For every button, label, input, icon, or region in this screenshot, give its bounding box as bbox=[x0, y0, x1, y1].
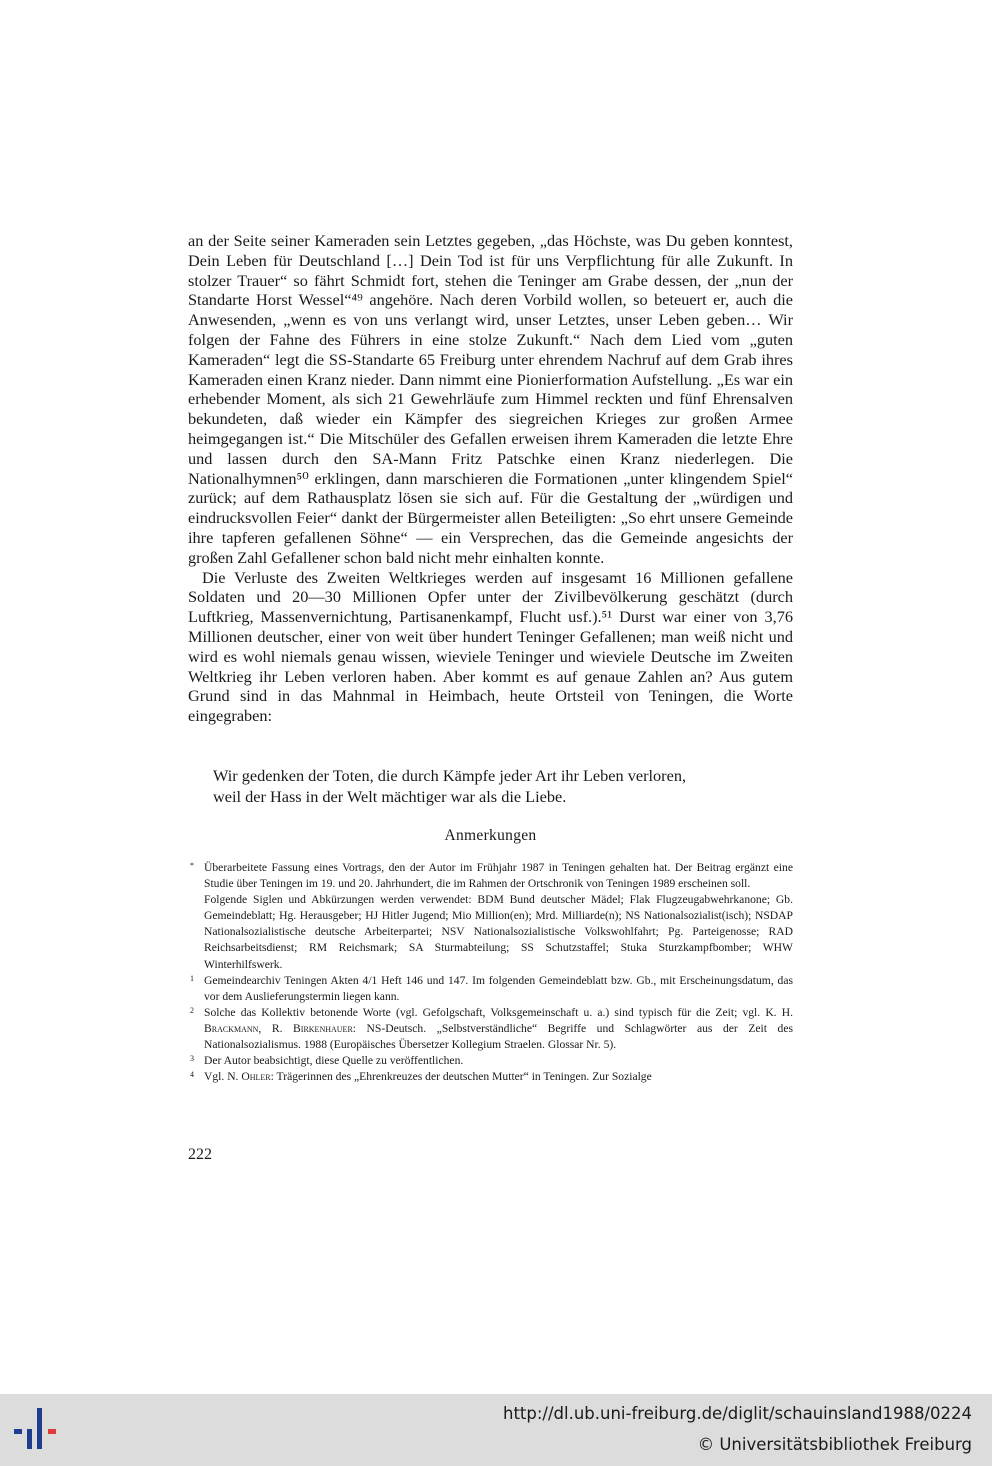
footnote-text-b: : Trägerinnen des „Ehrenkreuzes der deutschen Mutter“ in Teningen. Zur Sozialge bbox=[270, 1070, 652, 1084]
permalink-url[interactable]: http://dl.ub.uni-freiburg.de/diglit/schauinsland1988/0224 bbox=[502, 1404, 972, 1423]
footnote-marker: * bbox=[190, 861, 194, 870]
footnote-text: Der Autor beabsichtigt, diese Quelle zu veröffentlichen. bbox=[204, 1054, 464, 1068]
body-paragraph-1: an der Seite seiner Kameraden sein Letztes gegeben, „das Höchste, was Du geben konntest, Dein Leben für Deutschland […] Dein Tod ist für uns Verpflichtung für alle Zukunft. In stolzer Trauer“ so fährt Schmidt fort, stehen die Teninger am Grabe dessen, der „nun der Standarte Horst Wessel“⁴⁹ angehöre. Nach deren Vorbild wollen, so beteuert er, auch die Anwesenden, „wenn es von uns verlangt wird, unser Letztes, unser Leben geben… Wir folgen der Fahne des Führers in eine stolze Zukunft.“ Nach dem Lied vom „guten Kameraden“ legt die SS-Standarte 65 Freiburg unter ehrendem Nachruf auf dem Grab ihres Kameraden einen Kranz nieder. Dann nimmt eine Pionierformation Aufstellung. „Es war ein erhebender Moment, als sich 21 Gewehrläufe zum Himmel reckten und fünf Ehrensalven bekundeten, daß wieder ein Kämpfer des siegreichen Krieges zur großen Armee heimgegangen ist.“ Die Mitschüler des Gefallen erweisen ihrem Kameraden die letzte Ehre und lassen durch den SA-Mann Fritz Patschke einen Kranz niederlegen. Die Nationalhymnen⁵⁰ erklingen, dann marschieren die Formationen „unter klingendem Spiel“ zurück; auf dem Rathausplatz lösen sie sich auf. Für die Gestaltung der „würdigen und eindrucksvollen Feier“ dankt der Bürgermeister allen Beteiligten: „So ehrt unsere Gemeinde ihre tapferen gefallenen Söhne“ — ein Versprechen, das die Gemeinde angesichts der großen Zahl Gefallener schon bald nicht mehr einhalten konnte. bbox=[188, 231, 793, 567]
footnote-text-c: : NS-Deutsch. „Selbstverständliche“ Begriffe und Schlagwörter aus der Zeit des Nationalsozialismus. 1988 (Europäisches Übersetzer Kollegium Straelen. Glossar Nr. 5). bbox=[204, 1021, 793, 1052]
footnote-abbreviations: Folgende Siglen und Abkürzungen werden verwendet: BDM Bund deutscher Mädel; Flak Flugzeugabwehrkanone; Gb. Gemeindeblatt; Hg. Herausgeber; HJ Hitler Jugend; Mio Million(en); Mrd. Milliarde(n); NS Nationalsozialist(isch); NSDAP Nationalsozialistische deutsche Arbeiterpartei; NSV Nationalsozialistische Volkswohlfahrt; Pg. Parteigenosse; RAD Reichsarbeitsdienst; RM Reichsmark; SA Sturmabteilung; SS Schutzstaffel; Stuka Sturzkampfbomber; WHW Winterhilfswerk. bbox=[204, 893, 793, 971]
footnote-text: Überarbeitete Fassung eines Vortrags, den der Autor im Frühjahr 1987 in Teningen gehalten hat. Der Beitrag ergänzt eine Studie über Teningen im 19. und 20. Jahrhundert, die im Rahmen der Ortschronik von Teningen 1989 erscheinen soll. bbox=[204, 861, 793, 891]
quote-line-2: weil der Hass in der Welt mächtiger war als die Liebe. bbox=[213, 787, 567, 806]
footnote-marker: 2 bbox=[190, 1005, 194, 1015]
footnote-4 bbox=[188, 1069, 793, 1085]
page-number: 222 bbox=[188, 1146, 212, 1163]
footnote-star bbox=[188, 860, 793, 973]
body-text bbox=[188, 231, 793, 726]
author-name: Ohler bbox=[241, 1070, 271, 1084]
footnote-2 bbox=[188, 1005, 793, 1053]
ub-freiburg-logo-icon[interactable] bbox=[12, 1404, 64, 1454]
footnote-text-a: Vgl. N. bbox=[204, 1070, 242, 1084]
body-paragraph-2: Die Verluste des Zweiten Weltkrieges werden auf insgesamt 16 Millionen gefallene Soldaten und 20—30 Millionen Opfer unter der Zivilbevölkerung geschätzt (durch Luftkrieg, Massenvernichtung, Partisanenkampf, Flucht usf.).⁵¹ Durst war einer von 3,76 Millionen deutscher, einer von weit über hundert Teninger Gefallenen; man weiß nicht und wird es wohl niemals genau wissen, wieviele Teninger und wieviele Deutsche im Zweiten Weltkrieg ihr Leben verloren haben. Aber kommt es auf genaue Zahlen an? Aus gutem Grund sind in das Mahnmal in Heimbach, heute Ortsteil von Teningen, die Worte eingegraben: bbox=[188, 567, 793, 726]
footnote-marker: 3 bbox=[190, 1054, 194, 1064]
footnote-3 bbox=[188, 1053, 793, 1069]
footnote-marker: 4 bbox=[190, 1070, 194, 1080]
footnote-text bbox=[204, 1005, 793, 1053]
footnote-text-a: Solche das Kollektiv betonende Worte (vgl. Gefolgschaft, Volksgemeinschaft u. a.) sind typisch für die Zeit; vgl. K. H. bbox=[204, 1005, 793, 1019]
footnote-1 bbox=[188, 973, 793, 1005]
author-name: Birkenhauer bbox=[293, 1021, 353, 1035]
copyright-notice: © Universitätsbibliothek Freiburg bbox=[697, 1435, 972, 1454]
footnote-text: Gemeindearchiv Teningen Akten 4/1 Heft 146 und 147. Im folgenden Gemeindeblatt bzw. Gb., mit Erscheinungsdatum, das vor dem Auslieferungstermin liegen kann. bbox=[204, 973, 793, 1003]
footnotes bbox=[188, 860, 793, 1085]
memorial-quote bbox=[213, 765, 783, 807]
footer-bar bbox=[0, 1394, 992, 1466]
author-name: Brackmann bbox=[204, 1021, 259, 1035]
footnote-text bbox=[204, 1069, 793, 1085]
quote-line-1: Wir gedenken der Toten, die durch Kämpfe jeder Art ihr Leben verloren, bbox=[213, 766, 687, 785]
footnote-marker: 1 bbox=[190, 973, 194, 983]
notes-heading: Anmerkungen bbox=[444, 827, 537, 844]
footnote-text-b: , R. bbox=[258, 1021, 294, 1035]
